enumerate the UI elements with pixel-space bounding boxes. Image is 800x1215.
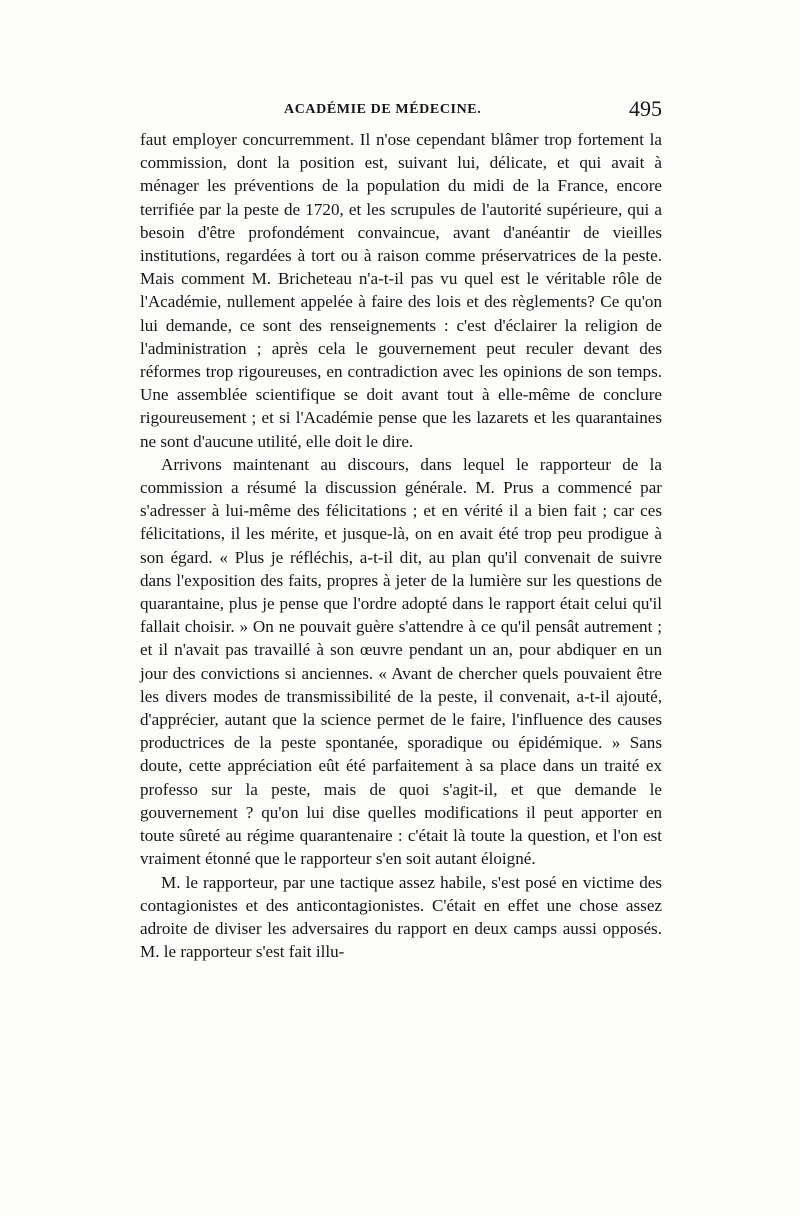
paragraph-3: M. le rapporteur, par une tactique assez habile, s'est posé en victime des contagionistes et des anticontagionistes. C'était en effet une chose assez adroite de diviser les adversaires du rapport en deux camps aussi opposés. M. le rapporteur s'est fait illu-	[140, 872, 662, 962]
paragraph-1: faut employer concurremment. Il n'ose cependant blâmer trop fortement la commission, dont la position est, suivant lui, délicate, et qui avait à ménager les préventions de la population du midi de la France, encore terrifiée par la peste de 1720, et les scrupules de l'autorité supérieure, qui a besoin d'être profondément convaincue, avant d'anéantir de vieilles institutions, regardées à tort ou à raison comme préservatrices de la peste. Mais comment M. Bricheteau n'a-t-il pas vu quel est le véritable rôle de l'Académie, nullement appelée à faire des lois et des règlements? Ce qu'on lui demande, ce sont des renseignements : c'est d'éclairer la religion de l'administration ; après cela le gouvernement peut reculer devant des réformes trop rigoureuses, en contradiction avec les opinions de son temps. Une assemblée scientifique se doit avant tout à elle-même de conclure rigoureusement ; et si l'Académie pense que les lazarets et les quarantaines ne sont d'aucune utilité, elle doit le dire.	[140, 130, 662, 451]
running-head: ACADÉMIE DE MÉDECINE.	[284, 102, 482, 117]
page-header	[140, 96, 662, 124]
page-number: 495	[629, 96, 662, 121]
body-text	[140, 128, 662, 963]
paragraph-2: Arrivons maintenant au discours, dans lequel le rapporteur de la commission a résumé la discussion générale. M. Prus a commencé par s'adresser à lui-même des félicitations ; et en vérité il a bien fait ; car ces félicitations, il les mérite, et jusque-là, on en avait été trop peu prodigue à son égard. « Plus je réfléchis, a-t-il dit, au plan qu'il convenait de suivre dans l'exposition des faits, propres à jeter de la lumière sur les questions de quarantaine, plus je pense que l'ordre adopté dans le rapport était celui qu'il fallait choisir. » On ne pouvait guère s'attendre à ce qu'il pensât autrement ; et il n'avait pas travaillé à son œuvre pendant un an, pour abdiquer en un jour des convictions si anciennes. « Avant de chercher quels pouvaient être les divers modes de transmissibilité de la peste, il convenait, a-t-il ajouté, d'apprécier, autant que la science permet de le faire, l'influence des causes productrices de la peste spontanée, sporadique ou épidémique. » Sans doute, cette appréciation eût été parfaitement à sa place dans un traité ex professo sur la peste, mais de quoi s'agit-il, et que demande le gouvernement ? qu'on lui dise quelles modifications il peut apporter en toute sûreté au régime quarantenaire : c'était là toute la question, et l'on est vraiment étonné que le rapporteur s'en soit autant éloigné.	[140, 454, 662, 869]
